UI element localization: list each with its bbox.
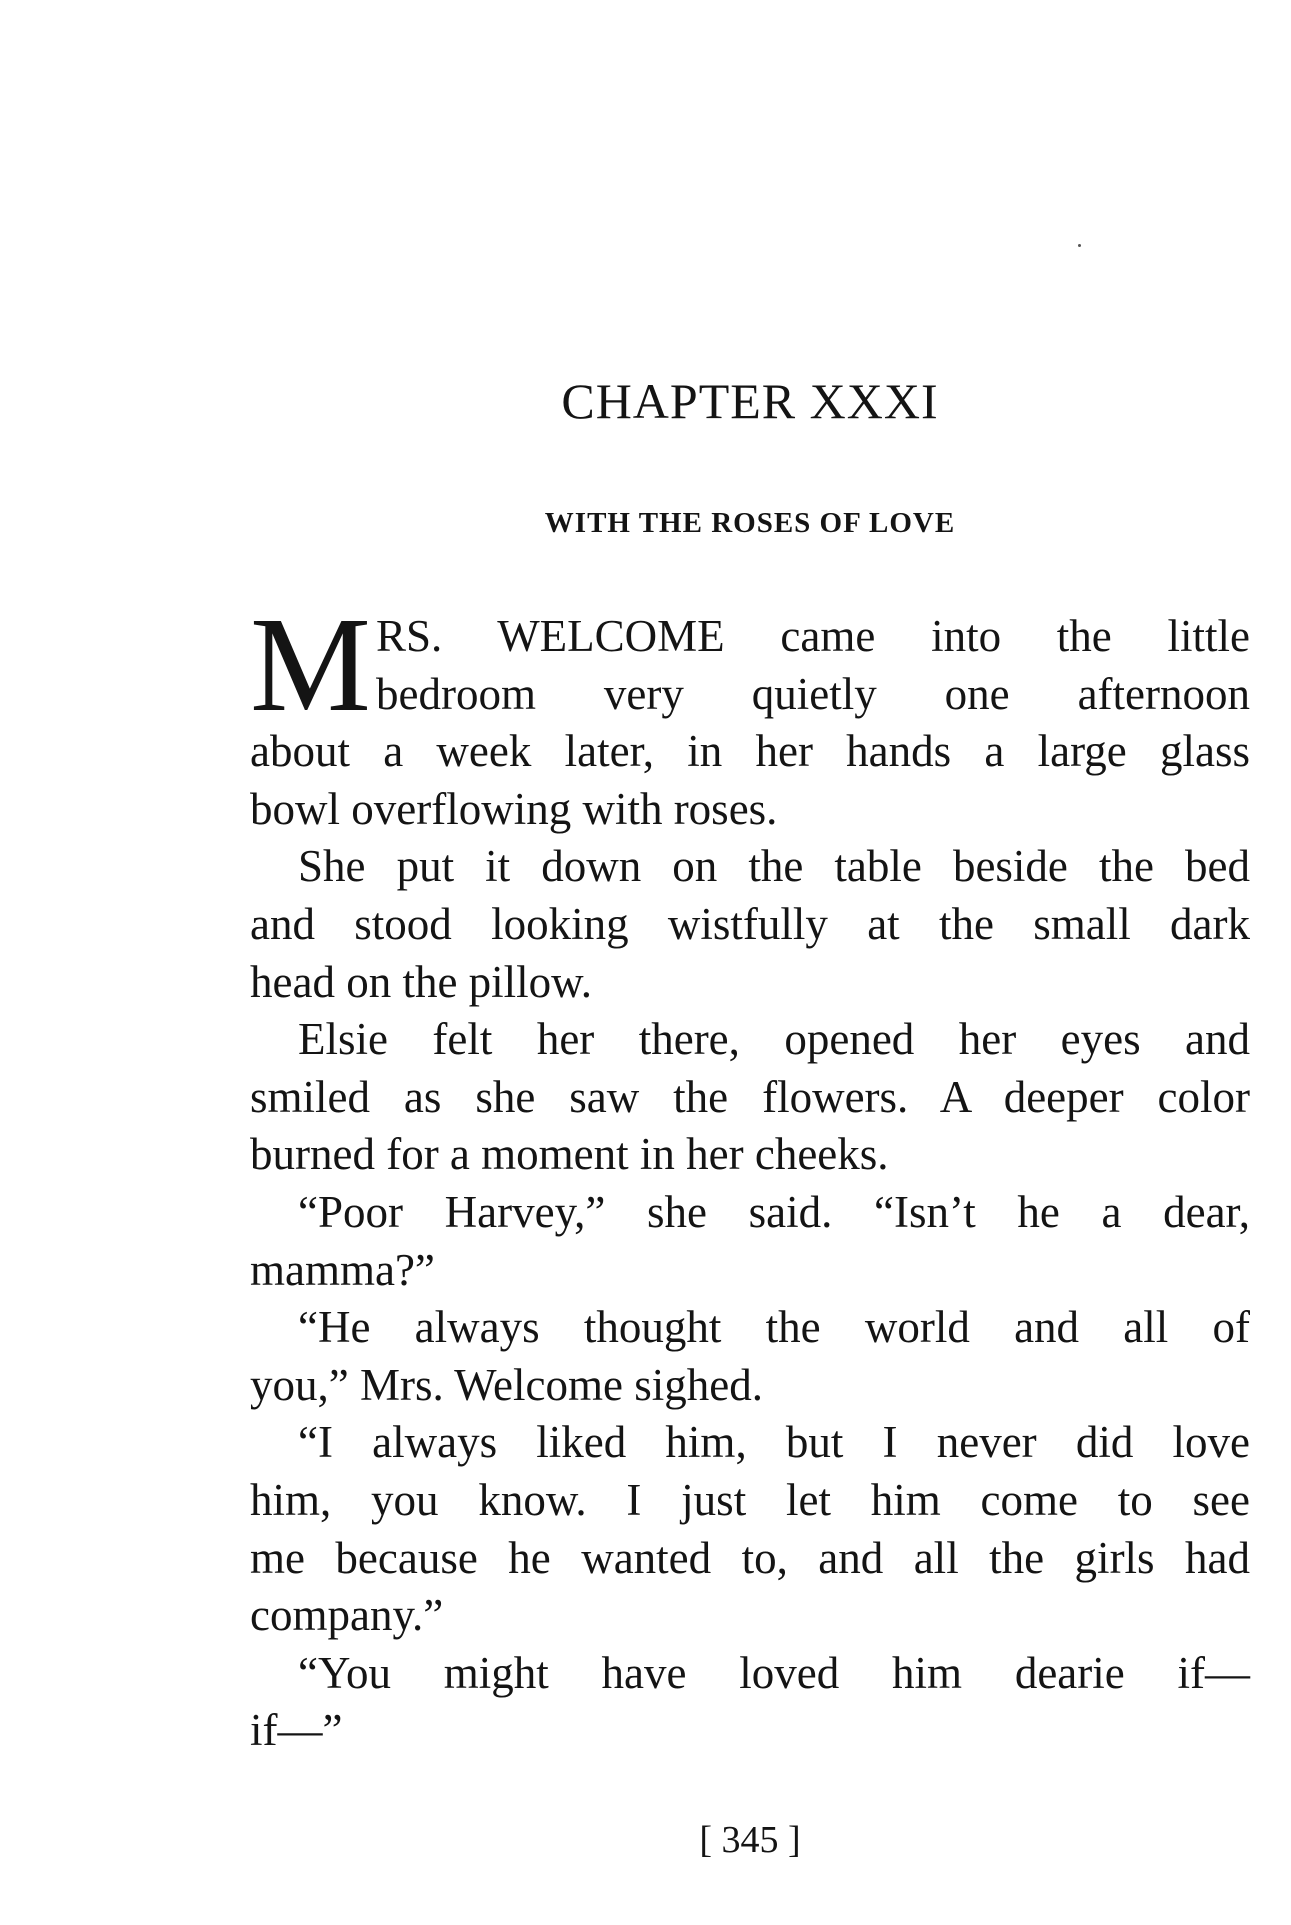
- text-line: “Poor Harvey,” she said. “Isn’t he a dear,: [298, 1186, 1250, 1237]
- text-line: bedroom very quietly one afternoon: [376, 668, 1250, 719]
- text-line: and stood looking wistfully at the small dark: [250, 898, 1250, 949]
- text-line: “He always thought the world and all of: [298, 1302, 1250, 1353]
- text-line: smiled as she saw the flowers. A deeper color: [250, 1071, 1250, 1122]
- page-number: [ 345 ]: [699, 1819, 801, 1861]
- text-line: Elsie felt her there, opened her eyes and: [298, 1014, 1250, 1065]
- text-line: burned for a moment in her cheeks.: [250, 1129, 889, 1180]
- text-line: “I always liked him, but I never did love: [298, 1417, 1250, 1468]
- text-line: She put it down on the table beside the bed: [298, 841, 1250, 892]
- page-speck: [1078, 244, 1081, 247]
- text-line: bowl overflowing with roses.: [250, 783, 778, 834]
- text-line: mamma?”: [250, 1244, 435, 1295]
- text-line: head on the pillow.: [250, 956, 593, 1007]
- text-line: him, you know. I just let him come to see: [250, 1474, 1250, 1525]
- chapter-title: CHAPTER XXXI: [561, 373, 939, 429]
- text-line: RS. WELCOME came into the little: [376, 611, 1250, 661]
- text-line: me because he wanted to, and all the girls had: [250, 1532, 1250, 1583]
- body-text: [250, 590, 1250, 1760]
- drop-cap: M: [250, 590, 371, 740]
- text-line: about a week later, in her hands a large glass: [250, 726, 1250, 777]
- text-line: you,” Mrs. Welcome sighed.: [250, 1359, 763, 1410]
- text-line: company.”: [250, 1590, 444, 1641]
- text-line: if—”: [250, 1705, 343, 1756]
- chapter-subtitle: WITH THE ROSES OF LOVE: [544, 507, 956, 539]
- text-line: “You might have loved him dearie if—: [298, 1647, 1250, 1698]
